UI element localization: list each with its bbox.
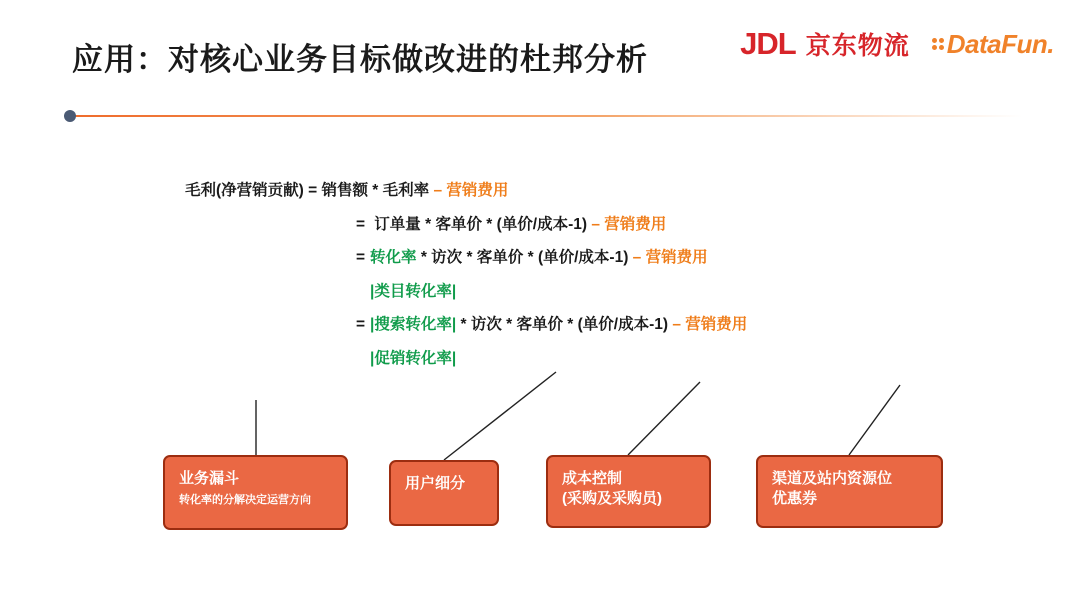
box-user-segmentation[interactable] xyxy=(389,460,499,526)
page-title: 应用：对核心业务目标做改进的杜邦分析 xyxy=(72,42,648,77)
formula-line-2-minus: – 营销费用 xyxy=(591,215,667,233)
box-business-funnel[interactable] xyxy=(163,455,348,530)
box-channel-resources[interactable] xyxy=(756,455,943,528)
box-business-funnel-title: 业务漏斗 xyxy=(179,470,240,487)
box-channel-resources-title-line1: 渠道及站内资源位 xyxy=(772,470,893,487)
formula-line-1-minus: – 营销费用 xyxy=(433,182,509,199)
divider xyxy=(64,110,1024,122)
formula-line-3 xyxy=(356,250,747,266)
box-cost-control-title-line2: (采购及采购员) xyxy=(562,490,662,508)
box-user-segmentation-title: 用户细分 xyxy=(405,475,466,492)
jdl-mark-text: JDL xyxy=(740,26,796,61)
formula-block xyxy=(185,183,747,384)
formula-line-1-lead: 毛利(净营销贡献) = 销售额 * 毛利率 xyxy=(185,182,434,199)
box-cost-control[interactable] xyxy=(546,455,711,528)
datafun-label: DataFun. xyxy=(946,28,1054,59)
logo-group xyxy=(740,26,1054,62)
datafun-dots-icon xyxy=(932,38,944,50)
formula-line-2 xyxy=(356,217,747,233)
formula-line-3-sub xyxy=(356,284,747,300)
formula-line-3-text: * 访次 * 客单价 * (单价/成本-1) xyxy=(416,249,633,266)
datafun-logo xyxy=(932,29,1054,60)
formula-line-3-eq: = xyxy=(356,249,366,266)
formula-line-3-minus: – 营销费用 xyxy=(632,249,708,266)
jdl-logo xyxy=(740,26,910,62)
jdl-label: 京东物流 xyxy=(805,32,910,60)
box-cost-control-title-line1: 成本控制 xyxy=(562,470,623,487)
formula-line-3-sub-text: |类目转化率| xyxy=(370,282,457,300)
formula-line-2-eq: = xyxy=(356,215,366,233)
formula-line-4-green: |搜索转化率| xyxy=(370,316,457,333)
formula-line-4-sub-text: |促销转化率| xyxy=(370,349,457,367)
formula-line-4-eq: = xyxy=(356,316,366,333)
formula-line-4-sub xyxy=(356,351,747,367)
formula-line-4 xyxy=(356,317,747,333)
box-business-funnel-subtitle: 转化率的分解决定运营方向 xyxy=(179,494,311,507)
divider-dot-icon xyxy=(64,110,76,122)
formula-line-2-text: 订单量 * 客单价 * (单价/成本-1) xyxy=(370,215,592,233)
box-channel-resources-title-line2: 优惠券 xyxy=(772,490,818,508)
formula-line-3-green: 转化率 xyxy=(370,249,417,266)
formula-line-4-minus: – 营销费用 xyxy=(672,316,748,333)
formula-line-4-text: * 访次 * 客单价 * (单价/成本-1) xyxy=(456,316,673,333)
divider-line xyxy=(70,115,1022,117)
formula-line-1 xyxy=(185,183,747,199)
